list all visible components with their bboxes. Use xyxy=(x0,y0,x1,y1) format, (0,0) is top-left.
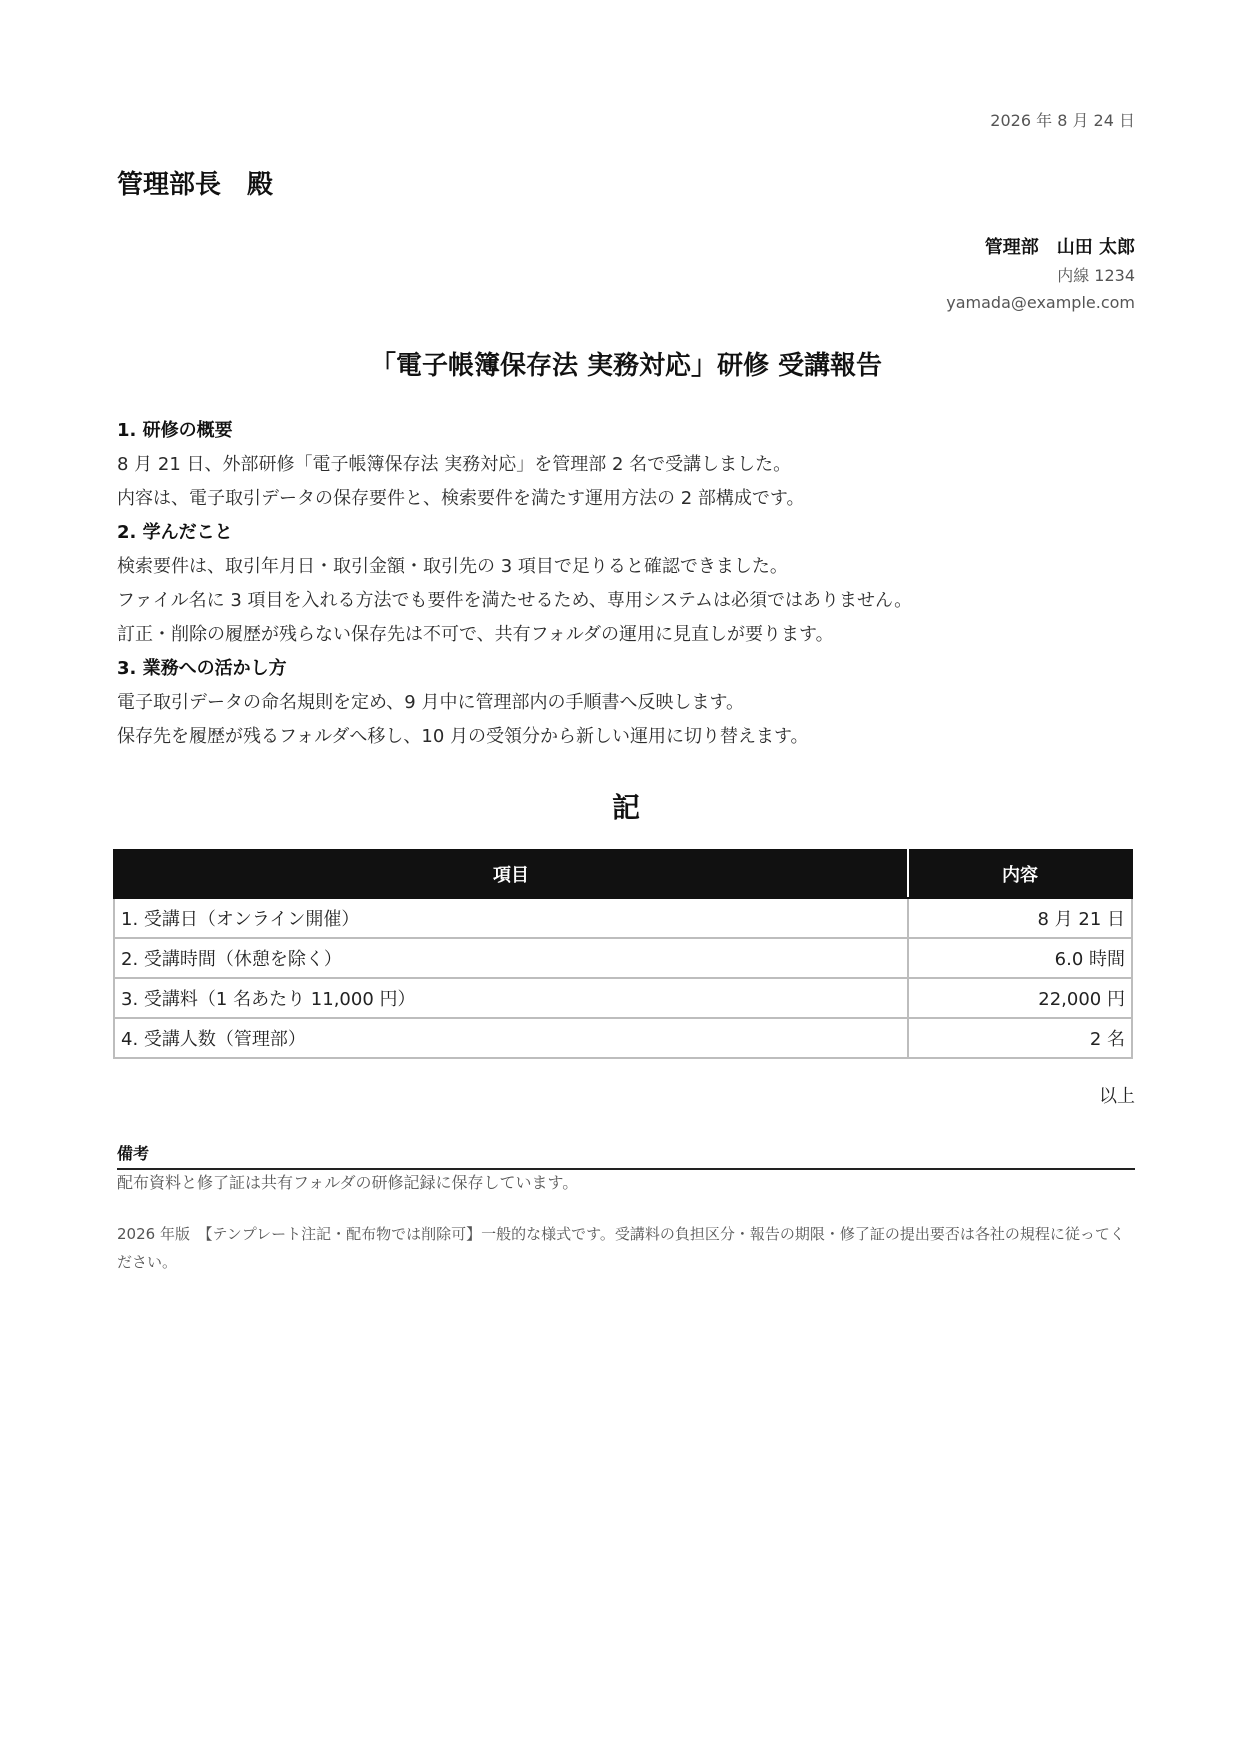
addressee: 管理部長 殿 xyxy=(117,170,274,200)
row-item: 4. 受講人数（管理部） xyxy=(114,1018,908,1058)
row-item: 3. 受講料（1 名あたり 11,000 円） xyxy=(114,978,908,1018)
report-date: 2026 年 8 月 24 日 xyxy=(990,111,1135,130)
remarks-text: 配布資料と修了証は共有フォルダの研修記録に保存しています。 xyxy=(117,1173,579,1192)
sender-block xyxy=(946,234,1135,316)
row-item: 2. 受講時間（休憩を除く） xyxy=(114,938,908,978)
section-heading: 3. 業務への活かし方 xyxy=(117,658,287,679)
table-row xyxy=(114,938,1132,978)
report-body xyxy=(117,414,1135,754)
ki-heading: 記 xyxy=(611,791,640,824)
section-line: 検索要件は、取引年月日・取引金額・取引先の 3 項目で足りると確認できました。 xyxy=(117,556,788,577)
sender-name: 管理部 山田 太郎 xyxy=(984,237,1135,258)
section-line: 保存先を履歴が残るフォルダへ移し、10 月の受領分から新しい運用に切り替えます。 xyxy=(117,726,809,747)
row-item: 1. 受講日（オンライン開催） xyxy=(114,898,908,938)
section-line: 訂正・削除の履歴が残らない保存先は不可で、共有フォルダの運用に見直しが要ります。 xyxy=(117,624,834,645)
template-note: 2026 年版 【テンプレート注記・配布物では削除可】一般的な様式です。受講料の負担区分・報告の期限・修了証の提出要否は各社の規程に従ってください。 xyxy=(117,1225,1125,1271)
column-header-item: 項目 xyxy=(114,850,908,898)
row-value: 2 名 xyxy=(908,1018,1132,1058)
sender-email: yamada@example.com xyxy=(946,293,1135,312)
sender-extension: 内線 1234 xyxy=(1057,266,1135,285)
details-table xyxy=(113,849,1133,1059)
row-value: 8 月 21 日 xyxy=(908,898,1132,938)
section-heading: 1. 研修の概要 xyxy=(117,420,233,441)
document-title: 「電子帳簿保存法 実務対応」研修 受講報告 xyxy=(369,351,883,381)
section-line: ファイル名に 3 項目を入れる方法でも要件を満たせるため、専用システムは必須ではありません。 xyxy=(117,590,913,611)
remarks-heading: 備考 xyxy=(117,1141,1135,1170)
table-header-row xyxy=(114,850,1132,898)
closing-ijo: 以上 xyxy=(1099,1086,1135,1107)
column-header-content: 内容 xyxy=(908,850,1132,898)
table-row xyxy=(114,978,1132,1018)
row-value: 22,000 円 xyxy=(908,978,1132,1018)
section-line: 内容は、電子取引データの保存要件と、検索要件を満たす運用方法の 2 部構成です。 xyxy=(117,488,805,509)
table-row xyxy=(114,1018,1132,1058)
row-value: 6.0 時間 xyxy=(908,938,1132,978)
section-line: 電子取引データの命名規則を定め、9 月中に管理部内の手順書へ反映します。 xyxy=(117,692,745,713)
table-row xyxy=(114,898,1132,938)
section-heading: 2. 学んだこと xyxy=(117,522,233,543)
section-line: 8 月 21 日、外部研修「電子帳簿保存法 実務対応」を管理部 2 名で受講しました。 xyxy=(117,454,792,475)
